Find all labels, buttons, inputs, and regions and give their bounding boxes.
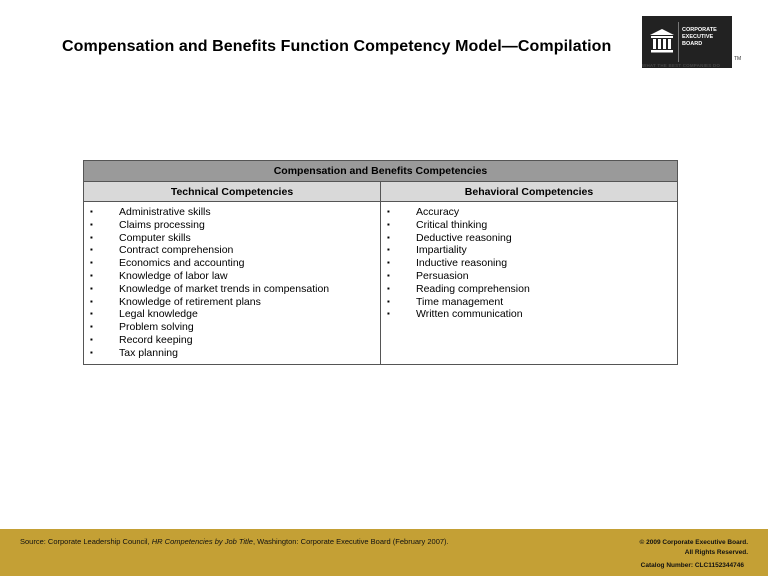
list-item bbox=[84, 232, 380, 245]
list-item bbox=[381, 206, 677, 219]
bullet-icon: ▪ bbox=[387, 258, 390, 268]
bullet-icon: ▪ bbox=[387, 296, 390, 306]
list-item-label: Problem solving bbox=[119, 321, 194, 334]
source-title: HR Competencies by Job Title bbox=[151, 537, 253, 546]
list-item bbox=[381, 219, 677, 232]
list-item bbox=[381, 232, 677, 245]
corporate-executive-board-logo bbox=[642, 16, 732, 68]
list-item-label: Critical thinking bbox=[416, 218, 488, 231]
trademark: TM bbox=[734, 56, 742, 62]
list-item-label: Contract comprehension bbox=[119, 244, 234, 257]
list-item-label: Deductive reasoning bbox=[416, 231, 512, 244]
list-item-label: Knowledge of retirement plans bbox=[119, 295, 261, 308]
bullet-icon: ▪ bbox=[387, 207, 390, 216]
bullet-icon: ▪ bbox=[90, 334, 93, 344]
logo-line-2: EXECUTIVE bbox=[682, 34, 714, 40]
list-item bbox=[84, 334, 380, 347]
bullet-icon: ▪ bbox=[90, 219, 93, 229]
behavioral-list bbox=[381, 206, 677, 321]
list-item bbox=[84, 244, 380, 257]
list-item-label: Impartiality bbox=[416, 244, 467, 257]
list-item bbox=[381, 257, 677, 270]
page-title: Compensation and Benefits Function Competency Model—Compilation bbox=[62, 38, 612, 55]
list-item-label: Claims processing bbox=[119, 218, 205, 231]
copyright bbox=[640, 538, 748, 558]
list-item-label: Time management bbox=[416, 295, 504, 308]
list-item bbox=[84, 270, 380, 283]
bullet-icon: ▪ bbox=[90, 347, 93, 357]
list-item bbox=[84, 206, 380, 219]
technical-header: Technical Competencies bbox=[84, 182, 381, 202]
list-item-label: Computer skills bbox=[119, 231, 191, 244]
bullet-icon: ▪ bbox=[90, 258, 93, 268]
list-item-label: Knowledge of labor law bbox=[119, 269, 228, 282]
bullet-icon: ▪ bbox=[90, 296, 93, 306]
list-item bbox=[381, 283, 677, 296]
bullet-icon: ▪ bbox=[90, 322, 93, 332]
list-item bbox=[84, 257, 380, 270]
list-item bbox=[381, 308, 677, 321]
logo-text bbox=[682, 27, 730, 48]
list-item bbox=[84, 308, 380, 321]
list-item bbox=[84, 296, 380, 309]
bullet-icon: ▪ bbox=[387, 270, 390, 280]
logo-line-1: CORPORATE bbox=[682, 27, 717, 33]
list-item-label: Reading comprehension bbox=[416, 282, 530, 295]
bullet-icon: ▪ bbox=[90, 270, 93, 280]
rights-line: All Rights Reserved. bbox=[684, 549, 748, 556]
list-item-label: Administrative skills bbox=[119, 206, 211, 218]
list-item-label: Economics and accounting bbox=[119, 257, 245, 270]
bullet-icon: ▪ bbox=[387, 309, 390, 319]
bullet-icon: ▪ bbox=[387, 232, 390, 242]
bullet-icon: ▪ bbox=[90, 283, 93, 293]
list-item-label: Inductive reasoning bbox=[416, 257, 508, 270]
bullet-icon: ▪ bbox=[90, 232, 93, 242]
list-item bbox=[381, 244, 677, 257]
list-item-label: Record keeping bbox=[119, 333, 193, 346]
list-item bbox=[84, 347, 380, 360]
table-main-header: Compensation and Benefits Competencies bbox=[84, 161, 678, 182]
technical-list bbox=[84, 206, 380, 360]
logo-divider bbox=[678, 22, 679, 62]
logo-tagline: WHAT THE BEST COMPANIES DO bbox=[642, 63, 721, 68]
bullet-icon: ▪ bbox=[387, 245, 390, 255]
list-item-label: Tax planning bbox=[119, 346, 178, 359]
list-item bbox=[381, 270, 677, 283]
source-prefix: Source: Corporate Leadership Council, bbox=[20, 537, 152, 546]
list-item bbox=[381, 296, 677, 309]
bullet-icon: ▪ bbox=[90, 245, 93, 255]
list-item-label: Knowledge of market trends in compensation bbox=[119, 282, 330, 295]
list-item bbox=[84, 219, 380, 232]
logo-line-3: BOARD bbox=[682, 41, 703, 47]
catalog-number: Catalog Number: CLC1152344746 bbox=[640, 562, 744, 569]
bullet-icon: ▪ bbox=[90, 309, 93, 319]
copyright-line: © 2009 Corporate Executive Board. bbox=[639, 539, 748, 546]
behavioral-header: Behavioral Competencies bbox=[381, 182, 678, 202]
bullet-icon: ▪ bbox=[387, 283, 390, 293]
technical-cell bbox=[84, 202, 381, 365]
source-citation bbox=[20, 537, 449, 546]
list-item-label: Accuracy bbox=[416, 206, 460, 218]
bullet-icon: ▪ bbox=[90, 207, 93, 216]
list-item bbox=[84, 321, 380, 334]
bullet-icon: ▪ bbox=[387, 219, 390, 229]
footer-bar bbox=[0, 529, 768, 576]
source-suffix: , Washington: Corporate Executive Board (February 2007). bbox=[252, 537, 449, 546]
list-item bbox=[84, 283, 380, 296]
behavioral-cell bbox=[381, 202, 678, 365]
list-item-label: Written communication bbox=[416, 308, 523, 321]
building-icon bbox=[648, 23, 676, 59]
list-item-label: Persuasion bbox=[416, 269, 469, 282]
list-item-label: Legal knowledge bbox=[119, 308, 198, 321]
competency-table bbox=[83, 160, 678, 365]
